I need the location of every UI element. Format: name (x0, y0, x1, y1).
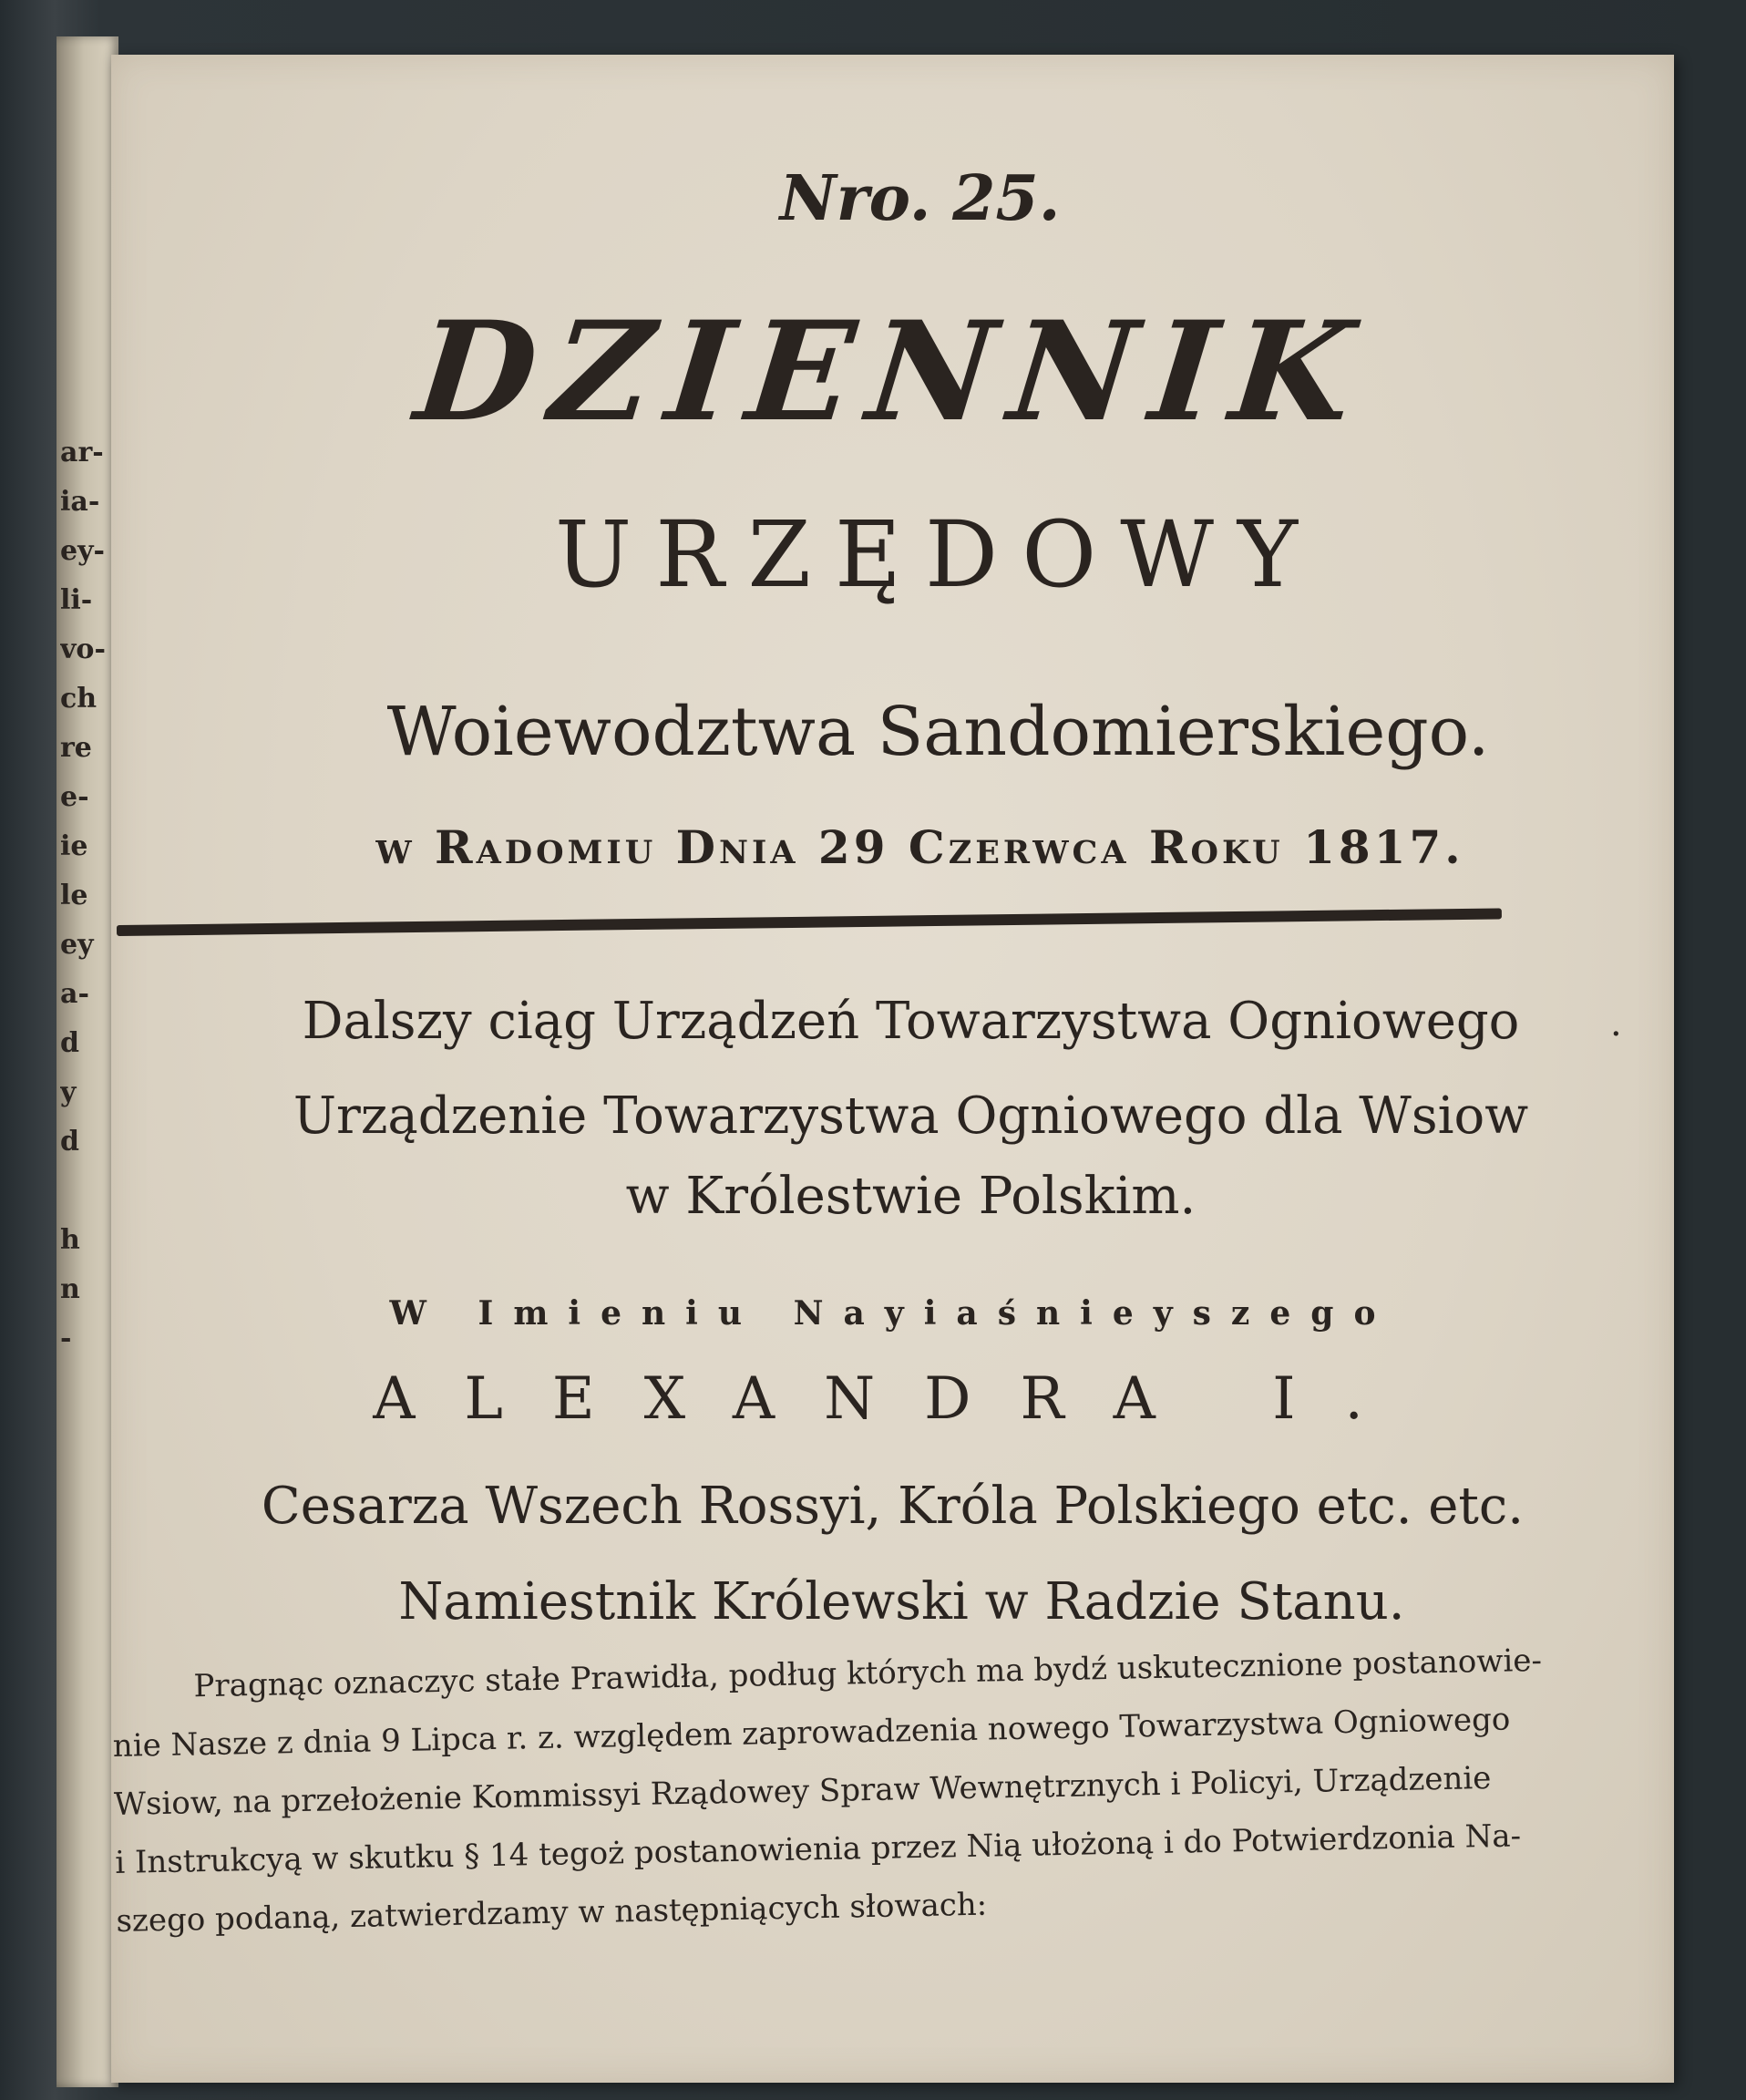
masthead-rule (117, 908, 1502, 936)
body-line: i Instrukcyą w skutku § 14 tegoż postanowienia przez Nią ułożoną i do Potwierdzonia Na- (114, 1817, 1522, 1881)
masthead-subtitle: URZĘDOWY (554, 501, 1321, 608)
section-heading-2: Urządzenie Towarzystwa Ogniowego dla Wsiow (293, 1086, 1529, 1146)
body-line: szego podaną, zatwierdzamy w następniących słowach: (116, 1886, 988, 1940)
previous-page-text-fragments: ar- ia- ey- li- vo- ch re e- ie le ey a- d y d h n - (60, 437, 106, 1354)
namiestnik-line: Namiestnik Królewski w Radzie Stanu. (398, 1572, 1405, 1632)
body-line: nie Nasze z dnia 9 Lipca r. z. względem zaprowadzenia nowego Towarzystwa Ogniowego (112, 1701, 1511, 1765)
section-heading-3: w Królestwie Polskim. (625, 1167, 1197, 1226)
body-paragraph (111, 1631, 1593, 1951)
dateline: w Radomiu Dnia 29 Czerwca Roku 1817. (375, 820, 1464, 874)
body-line: Wsiow, na przełożenie Kommissyi Rządowey Spraw Wewnętrznych i Policyi, Urządzenie (113, 1759, 1492, 1823)
invocation-line: W Imieniu Nayiaśnieyszego (389, 1294, 1396, 1333)
masthead-region: Woiewodztwa Sandomierskiego. (386, 693, 1490, 771)
newspaper-page (111, 55, 1674, 2083)
masthead-title: DZIENNIK (408, 292, 1377, 452)
monarch-titles: Cesarza Wszech Rossyi, Króla Polskiego etc. etc. (261, 1477, 1525, 1536)
section-heading-1: Dalszy ciąg Urządzeń Towarzystwa Ogniowego (302, 992, 1520, 1051)
issue-number: Nro. 25. (779, 162, 1061, 235)
dot-mark: · (1610, 1014, 1622, 1055)
body-line: Pragnąc oznaczyc stałe Prawidła, podług których ma bydź uskutecznione postanowie- (193, 1642, 1543, 1705)
monarch-name: ALEXANDRA I. (373, 1365, 1412, 1433)
